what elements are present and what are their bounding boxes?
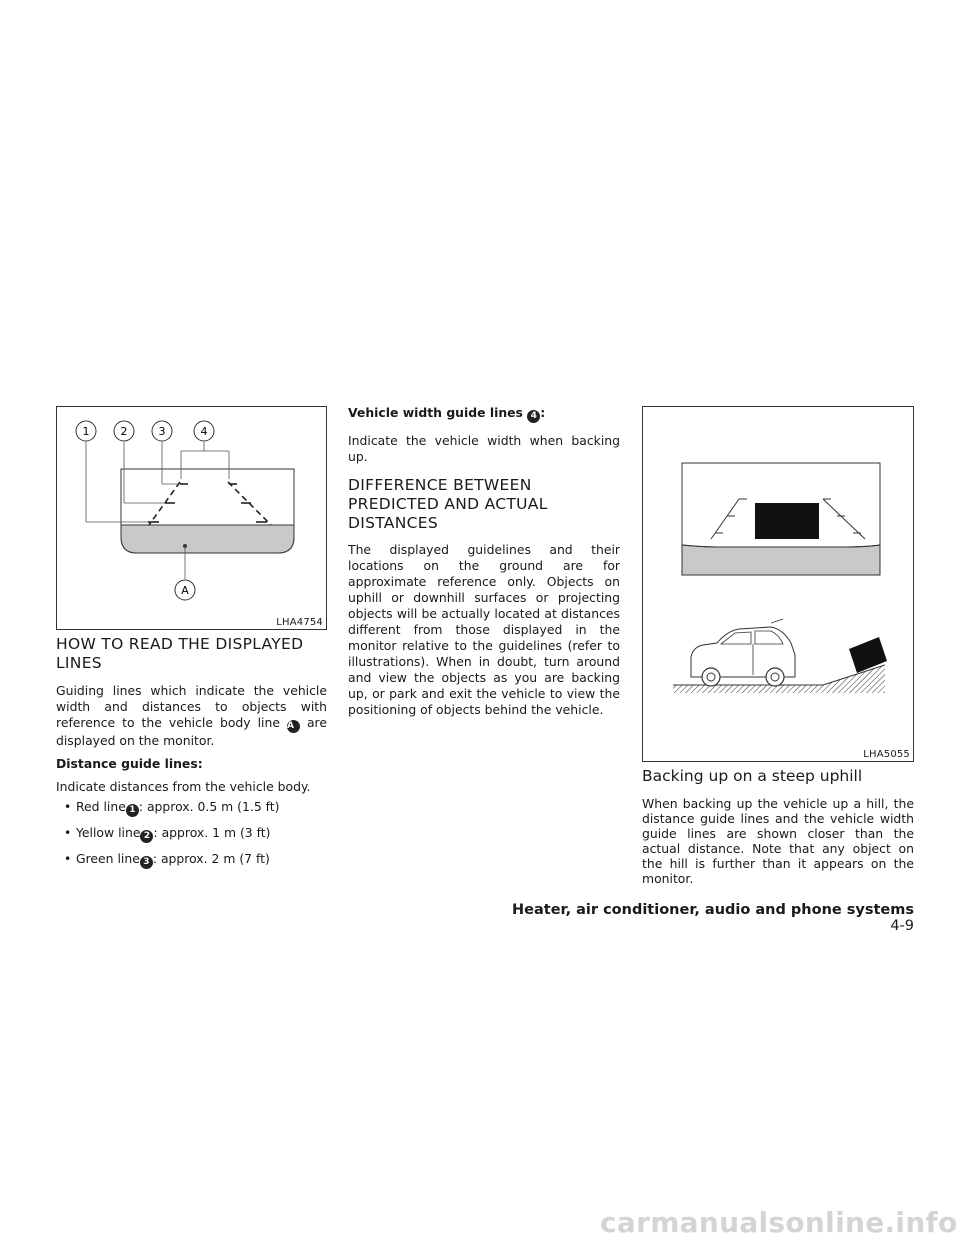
section-heading-steep-uphill: Backing up on a steep uphill <box>642 767 863 785</box>
page-number: 4-9 <box>890 918 914 934</box>
list-item: • Red line 1 : approx. 0.5 m (1.5 ft) <box>64 799 280 815</box>
callout-2: 2 <box>120 425 128 438</box>
right-column-text <box>642 767 914 886</box>
left-column-text <box>56 635 327 877</box>
callout-a-inline: A <box>287 720 300 733</box>
callout-1-inline: 1 <box>126 804 139 817</box>
distance-text: Indicate distances from the vehicle body. <box>56 779 311 794</box>
steep-uphill-figure <box>642 406 914 762</box>
watermark: carmanualsonline.info <box>600 1206 958 1239</box>
guide-lines-diagram <box>57 407 326 629</box>
uphill-diagram <box>643 407 913 761</box>
section-heading-difference: DIFFERENCE BETWEEN PREDICTED AND ACTUAL DISTANCES <box>348 476 548 532</box>
callout-4: 4 <box>200 425 208 438</box>
callout-3: 3 <box>158 425 166 438</box>
callout-1: 1 <box>82 425 90 438</box>
callout-2-inline: 2 <box>140 830 153 843</box>
difference-text: The displayed guidelines and their locations on the ground are for approximate reference only. Objects on uphill or downhill surfaces or projecting objects will be actually located at distances different from those displayed in the monitor relative to the guidelines (refer to illustrations). When in doubt, turn around and view the objects as you are backing up, or park and exit the vehicle to view the positioning of objects behind the vehicle. <box>348 542 620 717</box>
width-guide-text: Indicate the vehicle width when backing up. <box>348 433 620 464</box>
guide-lines-figure <box>56 406 327 630</box>
list-item: • Green line 3 : approx. 2 m (7 ft) <box>64 851 270 867</box>
figure-id: LHA5055 <box>863 749 910 760</box>
chapter-title: Heater, air conditioner, audio and phone systems <box>512 902 914 918</box>
page-footer <box>500 902 914 934</box>
section-heading-displayed-lines: HOW TO READ THE DISPLAYED LINES <box>56 635 304 672</box>
middle-column-text <box>348 405 620 718</box>
distance-heading: Distance guide lines: <box>56 756 203 771</box>
width-guide-heading: Vehicle width guide lines 4 : <box>348 405 546 421</box>
callout-4-inline: 4 <box>527 410 540 423</box>
callout-a: A <box>181 584 189 597</box>
distance-bullet-list <box>56 799 327 869</box>
callout-3-inline: 3 <box>140 856 153 869</box>
intro-paragraph: Guiding lines which indicate the vehicle width and distances to objects with reference to the vehicle body line A are displayed on the monitor. <box>56 683 327 748</box>
list-item: • Yellow line 2 : approx. 1 m (3 ft) <box>64 825 271 841</box>
steep-uphill-text: When backing up the vehicle up a hill, the distance guide lines and the vehicle width guide lines are shown closer than the actual distance. Note that any object on the hill is further than it appears on the monitor. <box>642 796 914 886</box>
figure-id: LHA4754 <box>276 617 323 628</box>
